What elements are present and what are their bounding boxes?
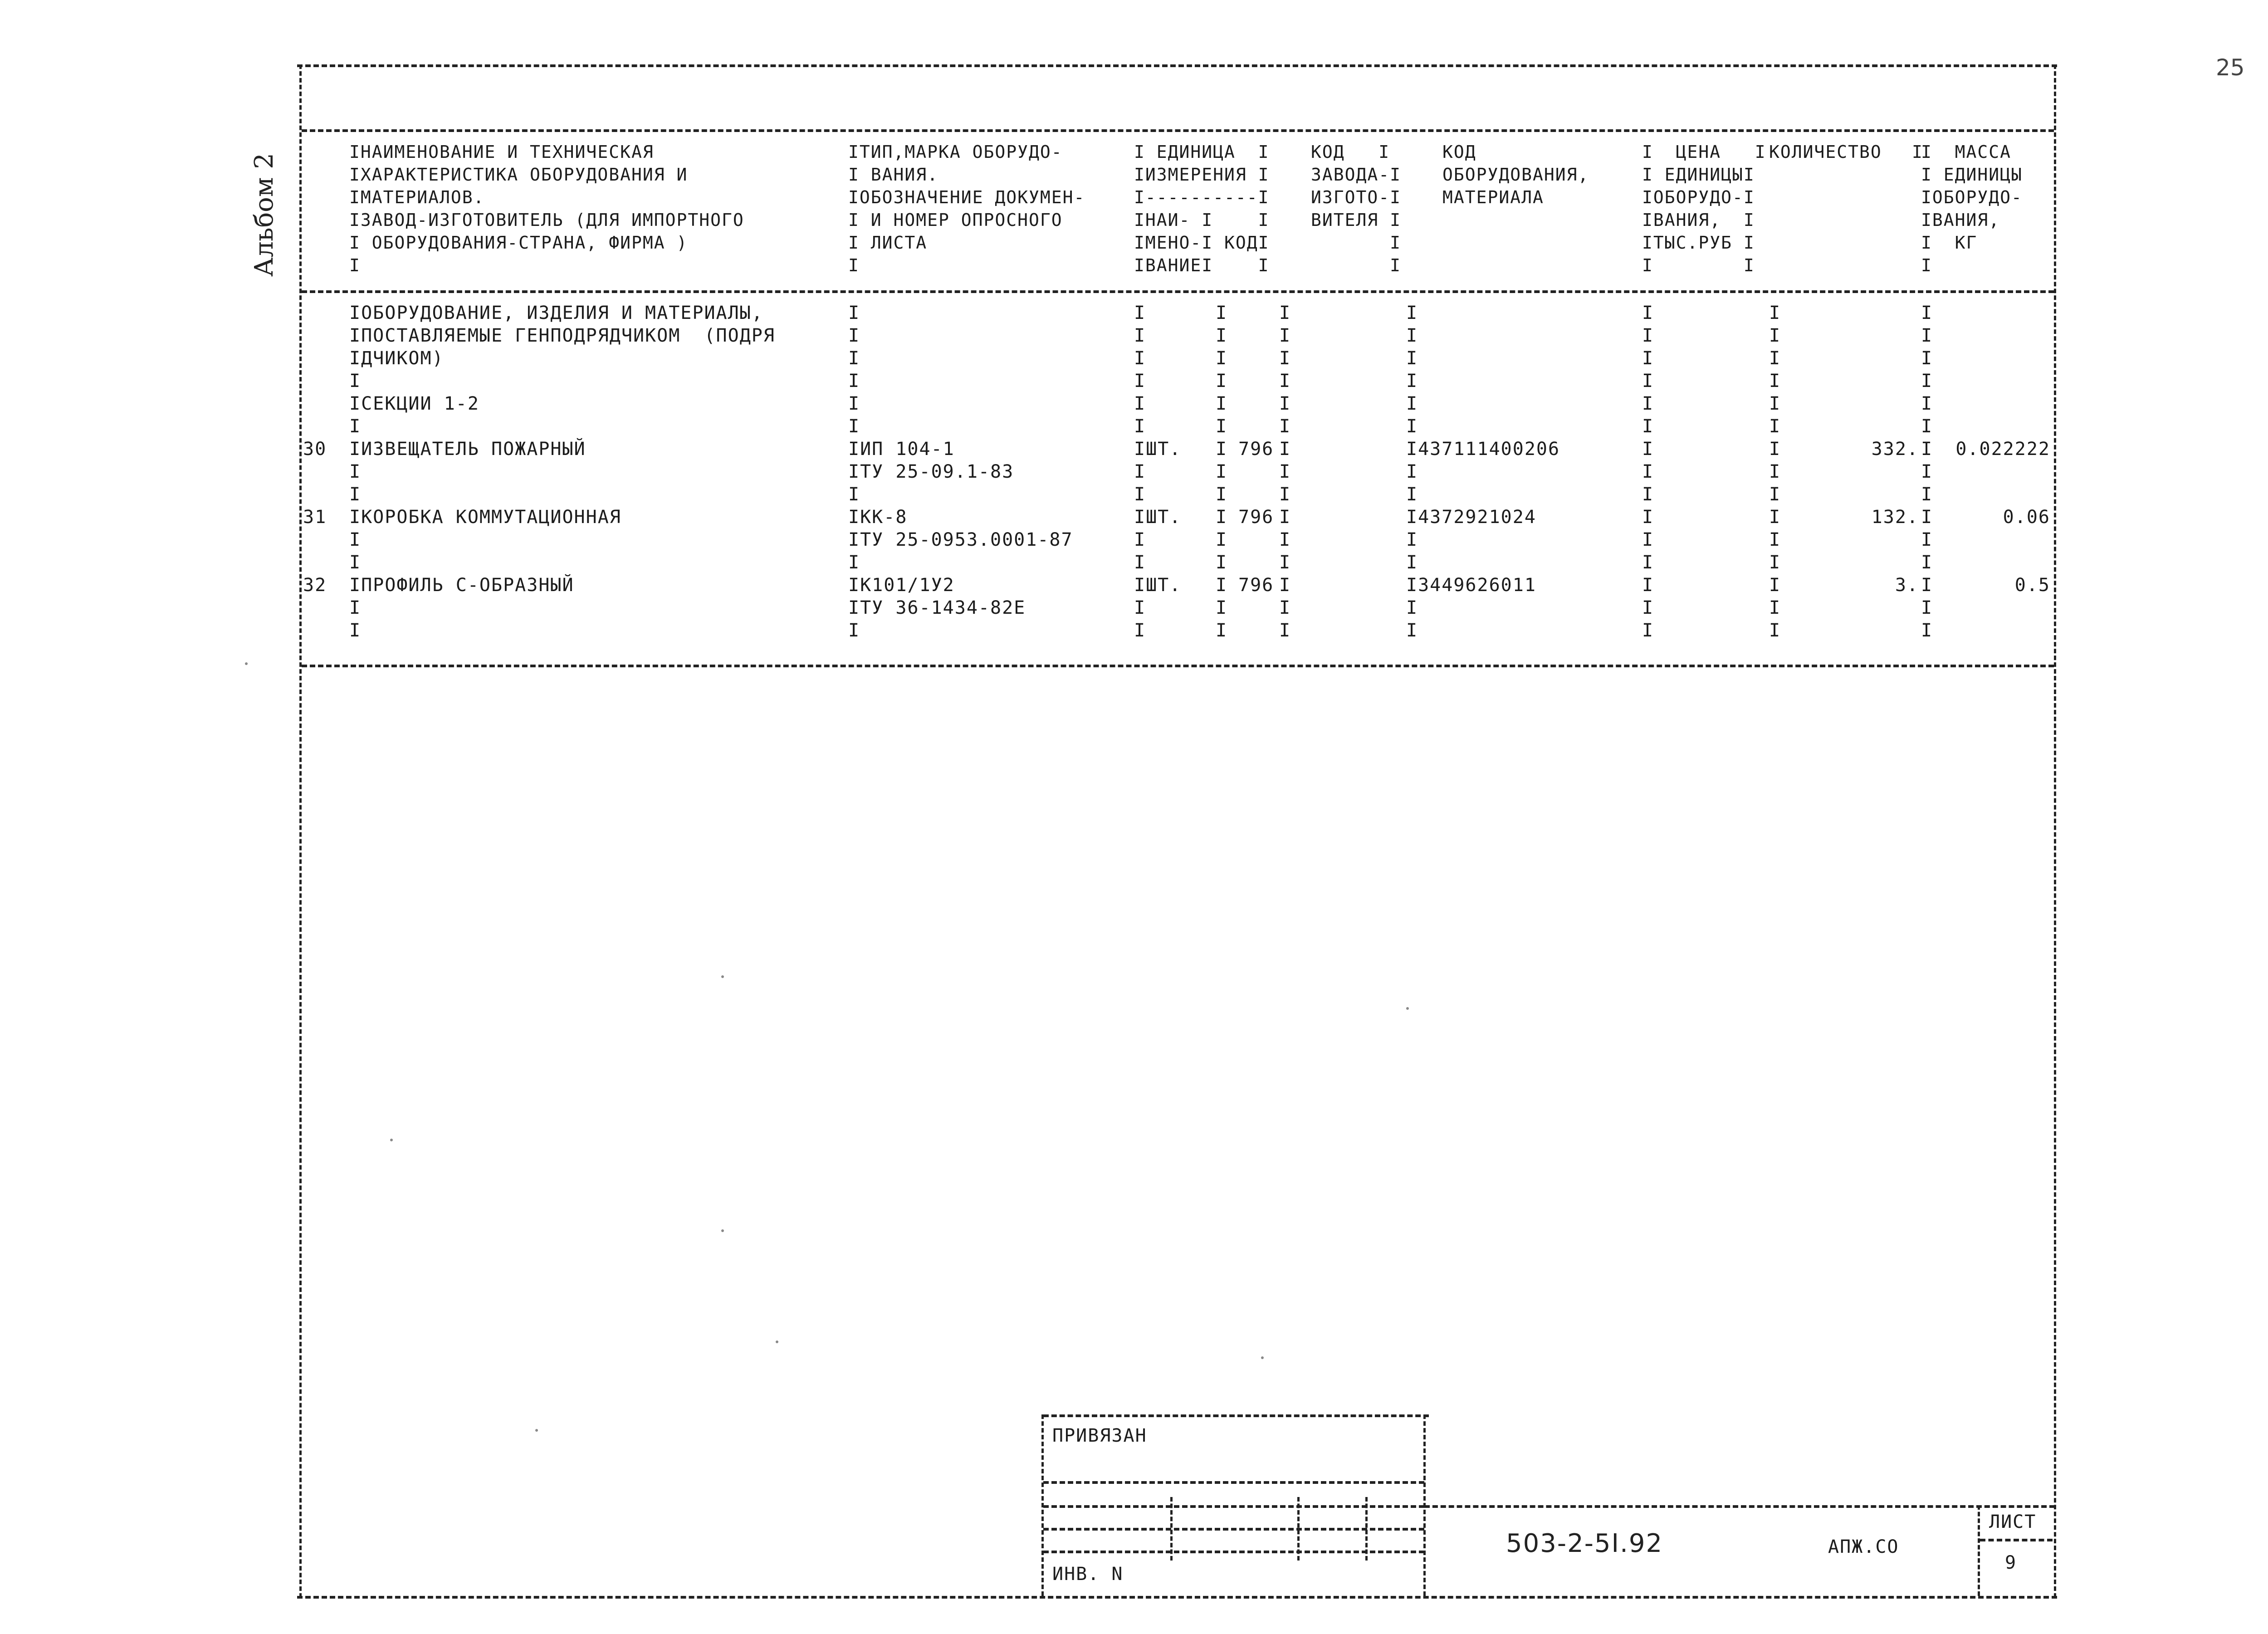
cell-separator: I xyxy=(1921,348,1933,369)
header-col4-line: I xyxy=(1311,255,1402,275)
section-line: IСЕКЦИИ 1-2 xyxy=(349,393,479,414)
cell-separator: I xyxy=(1642,416,1654,437)
album-label: Альбом 2 xyxy=(249,153,279,277)
row-doc: IТУ 25-09.1-83 xyxy=(848,461,1014,482)
cell-separator: I xyxy=(1406,461,1418,482)
frame-right xyxy=(2054,64,2056,1598)
row-type: IКК-8 xyxy=(848,507,908,528)
cell-separator: I xyxy=(1406,552,1418,573)
cell-separator: I xyxy=(1279,371,1291,391)
cell-separator: I xyxy=(1769,348,1781,369)
row-name-cont: I xyxy=(349,529,362,550)
section-line: IОБОРУДОВАНИЕ, ИЗДЕЛИЯ И МАТЕРИАЛЫ, xyxy=(349,303,763,323)
row-name-cont: I xyxy=(349,597,362,618)
cell-separator: I xyxy=(1406,393,1418,414)
header-col5-line: ОБОРУДОВАНИЯ, xyxy=(1442,165,1589,185)
cell-separator: I xyxy=(1279,597,1291,618)
cell-separator: I xyxy=(1769,416,1781,437)
cell-separator: I xyxy=(1406,484,1418,505)
row-material-code: I437111400206 xyxy=(1406,439,1560,460)
cell-separator: I xyxy=(1216,325,1228,346)
cell-separator: I xyxy=(1279,461,1291,482)
cell-separator: I xyxy=(1642,393,1654,414)
row-mass: 0.5 xyxy=(2014,575,2050,596)
row-price-sep: I xyxy=(1642,575,1654,596)
cell-separator: I xyxy=(1921,416,1933,437)
cell-separator: I xyxy=(1921,552,1933,573)
scan-speck xyxy=(776,1340,778,1343)
cell-separator: I xyxy=(1216,393,1228,414)
cell-separator: I xyxy=(1279,416,1291,437)
header-col6-line: IТЫС.РУБ I xyxy=(1642,233,1755,253)
cell-separator: I xyxy=(1921,325,1933,346)
header-col1-line: IНАИМЕНОВАНИЕ И ТЕХНИЧЕСКАЯ xyxy=(349,142,654,162)
stamp-col-2 xyxy=(1297,1497,1300,1561)
row-unit-sep: I xyxy=(1216,575,1228,596)
row-type: IИП 104-1 xyxy=(848,439,955,460)
header-col5-line: МАТЕРИАЛА xyxy=(1442,187,1544,207)
cell-separator: I xyxy=(848,393,860,414)
cell-separator: I xyxy=(1921,393,1933,414)
row-unit-code: 796 xyxy=(1238,507,1274,528)
header-col6-line: IОБОРУДО-I xyxy=(1642,187,1755,207)
row-unit-sep: I xyxy=(1216,507,1228,528)
row-name-cont: I xyxy=(349,552,362,573)
row-doc: IТУ 36-1434-82Е xyxy=(848,597,1026,618)
cell-separator: I xyxy=(1769,303,1781,323)
row-price-sep2: I xyxy=(1769,439,1781,460)
stamp-top xyxy=(1043,1414,1429,1417)
cell-separator: I xyxy=(1642,529,1654,550)
scan-speck xyxy=(535,1429,538,1432)
row-quantity: 132. xyxy=(1871,507,1919,528)
row-quantity: 3. xyxy=(1895,575,1919,596)
cell-separator: I xyxy=(1406,348,1418,369)
scan-speck xyxy=(721,975,724,978)
row-unit-sep: I xyxy=(1216,439,1228,460)
row-name: IКОРОБКА КОММУТАЦИОННАЯ xyxy=(349,507,621,528)
cell-separator: I xyxy=(1134,371,1146,391)
header-col4-line: ВИТЕЛЯ I xyxy=(1311,210,1402,230)
row-name-cont: I xyxy=(349,461,362,482)
cell-separator: I xyxy=(1769,552,1781,573)
header-col6-line: I ЕДИНИЦЫI xyxy=(1642,165,1755,185)
cell-separator: I xyxy=(848,371,860,391)
row-number: 32 xyxy=(303,575,327,596)
scan-speck xyxy=(390,1139,393,1141)
header-col4-line: ИЗГОТО-I xyxy=(1311,187,1402,207)
row-mass-sep: I xyxy=(1921,507,1933,528)
cell-separator: I xyxy=(1134,529,1146,550)
cell-separator: I xyxy=(1216,303,1228,323)
cell-separator: I xyxy=(1642,620,1654,641)
privyazan-label: ПРИВЯЗАН xyxy=(1052,1425,1147,1446)
header-col8-line: I МАССА xyxy=(1921,142,2012,162)
row-unit: IШТ. xyxy=(1134,439,1182,460)
cell-separator: I xyxy=(1216,529,1228,550)
cell-separator: I xyxy=(1134,348,1146,369)
header-col2-line: I ВАНИЯ. xyxy=(848,165,939,185)
row-unit-code: 796 xyxy=(1238,575,1274,596)
cell-separator: I xyxy=(1921,529,1933,550)
cell-separator: I xyxy=(1279,348,1291,369)
cell-separator: I xyxy=(1642,303,1654,323)
cell-separator: I xyxy=(1134,484,1146,505)
cell-separator: I xyxy=(1642,371,1654,391)
cell-separator: I xyxy=(1921,461,1933,482)
cell-separator: I xyxy=(1134,416,1146,437)
cell-separator: I xyxy=(1921,620,1933,641)
cell-separator: I xyxy=(1642,461,1654,482)
header-col2-line: I xyxy=(848,255,860,275)
section-line: IПОСТАВЛЯЕМЫЕ ГЕНПОДРЯДЧИКОМ (ПОДРЯ xyxy=(349,325,775,346)
row-name-cont: I xyxy=(349,484,362,505)
frame-left xyxy=(299,64,302,1598)
row-number: 31 xyxy=(303,507,327,528)
table-bottom-rule xyxy=(302,665,2054,667)
header-col6-line: I I xyxy=(1642,255,1755,275)
row-unit: IШТ. xyxy=(1134,507,1182,528)
cell-separator: I xyxy=(1279,552,1291,573)
header-bottom-rule xyxy=(302,290,2054,293)
cell-separator: I xyxy=(1134,620,1146,641)
cell-separator: I xyxy=(1921,597,1933,618)
header-col8-line: IОБОРУДО- xyxy=(1921,187,2023,207)
header-col6-line: IВАНИЯ, I xyxy=(1642,210,1755,230)
cell-separator: I xyxy=(1279,303,1291,323)
row-mass-sep: I xyxy=(1921,439,1933,460)
cell-separator: I xyxy=(1406,303,1418,323)
cell-separator: I xyxy=(848,484,860,505)
header-top-rule xyxy=(302,129,2054,132)
row-mass: 0.06 xyxy=(2003,507,2050,528)
cell-separator: I xyxy=(1134,597,1146,618)
cell-separator: I xyxy=(1406,371,1418,391)
header-col2-line: I И НОМЕР ОПРОСНОГО xyxy=(848,210,1063,230)
header-col3-line: IМЕНО-I КОДI xyxy=(1134,233,1270,253)
row-price-sep2: I xyxy=(1769,575,1781,596)
row-type: IК101/1У2 xyxy=(848,575,955,596)
cell-separator: I xyxy=(1642,552,1654,573)
cell-separator: I xyxy=(1642,325,1654,346)
row-unit-code: 796 xyxy=(1238,439,1274,460)
cell-separator: I xyxy=(1279,325,1291,346)
cell-separator: I xyxy=(1769,325,1781,346)
sheet-col xyxy=(1978,1505,1980,1596)
cell-separator: I xyxy=(1134,461,1146,482)
stamp-col-1 xyxy=(1170,1497,1173,1561)
header-col3-line: IВАНИЕI I xyxy=(1134,255,1270,275)
cell-separator: I xyxy=(1134,303,1146,323)
header-col3-line: IИЗМЕРЕНИЯ I xyxy=(1134,165,1270,185)
row-code-sep: I xyxy=(1279,575,1291,596)
row-name-cont: I xyxy=(349,620,362,641)
sheet-rule xyxy=(1980,1539,2053,1541)
cell-separator: I xyxy=(1769,529,1781,550)
cell-separator: I xyxy=(848,348,860,369)
cell-separator: I xyxy=(848,552,860,573)
cell-separator: I xyxy=(1769,484,1781,505)
header-col3-line: I----------I xyxy=(1134,187,1270,207)
cell-separator: I xyxy=(1216,597,1228,618)
header-col1-line: IЗАВОД-ИЗГОТОВИТЕЛЬ (ДЛЯ ИМПОРТНОГО xyxy=(349,210,744,230)
cell-separator: I xyxy=(1279,393,1291,414)
section-line: I xyxy=(349,416,362,437)
cell-separator: I xyxy=(848,416,860,437)
row-code-sep: I xyxy=(1279,507,1291,528)
cell-separator: I xyxy=(848,620,860,641)
cell-separator: I xyxy=(1769,620,1781,641)
cell-separator: I xyxy=(1406,597,1418,618)
header-col6-line: I ЦЕНА I xyxy=(1642,142,1766,162)
header-col3-line: I ЕДИНИЦА I xyxy=(1134,142,1270,162)
sheet-label: ЛИСТ xyxy=(1989,1512,2037,1532)
cell-separator: I xyxy=(1279,529,1291,550)
header-col4-line: КОД I xyxy=(1311,142,1390,162)
header-col7-sep: I xyxy=(1912,142,1923,162)
cell-separator: I xyxy=(1406,529,1418,550)
header-col8-line: IВАНИЯ, xyxy=(1921,210,2000,230)
row-doc: IТУ 25-0953.0001-87 xyxy=(848,529,1073,550)
cell-separator: I xyxy=(1134,393,1146,414)
cell-separator: I xyxy=(1216,416,1228,437)
cell-separator: I xyxy=(1134,552,1146,573)
cell-separator: I xyxy=(1921,484,1933,505)
cell-separator: I xyxy=(1642,597,1654,618)
scan-speck xyxy=(1406,1007,1409,1010)
header-col5-line: КОД xyxy=(1442,142,1476,162)
frame-bottom xyxy=(297,1596,2057,1599)
cell-separator: I xyxy=(1642,348,1654,369)
cell-separator: I xyxy=(1769,371,1781,391)
cell-separator: I xyxy=(1921,371,1933,391)
header-col1-line: IХАРАКТЕРИСТИКА ОБОРУДОВАНИЯ И xyxy=(349,165,688,185)
row-price-sep2: I xyxy=(1769,507,1781,528)
section-line: IДЧИКОМ) xyxy=(349,348,444,369)
header-col8-line: I КГ xyxy=(1921,233,1978,253)
cell-separator: I xyxy=(1134,325,1146,346)
cell-separator: I xyxy=(1216,348,1228,369)
cell-separator: I xyxy=(1406,325,1418,346)
row-quantity: 332. xyxy=(1871,439,1919,460)
row-mass: 0.022222 xyxy=(1955,439,2050,460)
cell-separator: I xyxy=(1216,552,1228,573)
header-col3-line: IНАИ- I I xyxy=(1134,210,1270,230)
header-col2-line: IОБОЗНАЧЕНИЕ ДОКУМЕН- xyxy=(848,187,1085,207)
header-col4-line: ЗАВОДА-I xyxy=(1311,165,1402,185)
row-material-code: I3449626011 xyxy=(1406,575,1536,596)
row-name: IИЗВЕЩАТЕЛЬ ПОЖАРНЫЙ xyxy=(349,439,586,460)
cell-separator: I xyxy=(1279,484,1291,505)
doc-code: АПЖ.СО xyxy=(1828,1536,1899,1557)
row-number: 30 xyxy=(303,439,327,460)
cell-separator: I xyxy=(1769,597,1781,618)
cell-separator: I xyxy=(1216,484,1228,505)
page-number: 25 xyxy=(2216,54,2245,81)
header-col1-line: I ОБОРУДОВАНИЯ-СТРАНА, ФИРМА ) xyxy=(349,233,688,253)
row-price-sep: I xyxy=(1642,439,1654,460)
scan-speck xyxy=(721,1229,724,1232)
row-code-sep: I xyxy=(1279,439,1291,460)
cell-separator: I xyxy=(848,303,860,323)
header-col2-line: I ЛИСТА xyxy=(848,233,928,253)
cell-separator: I xyxy=(1769,393,1781,414)
stamp-rule-1 xyxy=(1043,1481,1424,1484)
cell-separator: I xyxy=(1279,620,1291,641)
row-price-sep: I xyxy=(1642,507,1654,528)
stamp-col-3 xyxy=(1365,1497,1368,1561)
cell-separator: I xyxy=(848,325,860,346)
row-material-code: I4372921024 xyxy=(1406,507,1536,528)
row-mass-sep: I xyxy=(1921,575,1933,596)
header-col2-line: IТИП,МАРКА ОБОРУДО- xyxy=(848,142,1063,162)
cell-separator: I xyxy=(1216,620,1228,641)
cell-separator: I xyxy=(1406,416,1418,437)
section-line: I xyxy=(349,371,362,391)
header-col1-line: I xyxy=(349,255,361,275)
cell-separator: I xyxy=(1216,371,1228,391)
frame-top xyxy=(297,64,2057,67)
cell-separator: I xyxy=(1769,461,1781,482)
sheet-number: 9 xyxy=(2005,1552,2017,1573)
cell-separator: I xyxy=(1216,461,1228,482)
scan-speck xyxy=(245,662,248,665)
titleblock-top xyxy=(1424,1505,2055,1508)
doc-number: 503-2-5I.92 xyxy=(1506,1529,1663,1558)
cell-separator: I xyxy=(1406,620,1418,641)
inv-label: ИНВ. N xyxy=(1052,1564,1124,1585)
header-col7-line: КОЛИЧЕСТВО xyxy=(1769,142,1882,162)
cell-separator: I xyxy=(1642,484,1654,505)
header-col8-line: I xyxy=(1921,255,1932,275)
header-col1-line: IМАТЕРИАЛОВ. xyxy=(349,187,485,207)
header-col8-line: I ЕДИНИЦЫ xyxy=(1921,165,2023,185)
row-name: IПРОФИЛЬ С-ОБРАЗНЫЙ xyxy=(349,575,574,596)
scan-speck xyxy=(1261,1356,1264,1359)
header-col4-line: I xyxy=(1311,233,1402,253)
cell-separator: I xyxy=(1921,303,1933,323)
row-unit: IШТ. xyxy=(1134,575,1182,596)
